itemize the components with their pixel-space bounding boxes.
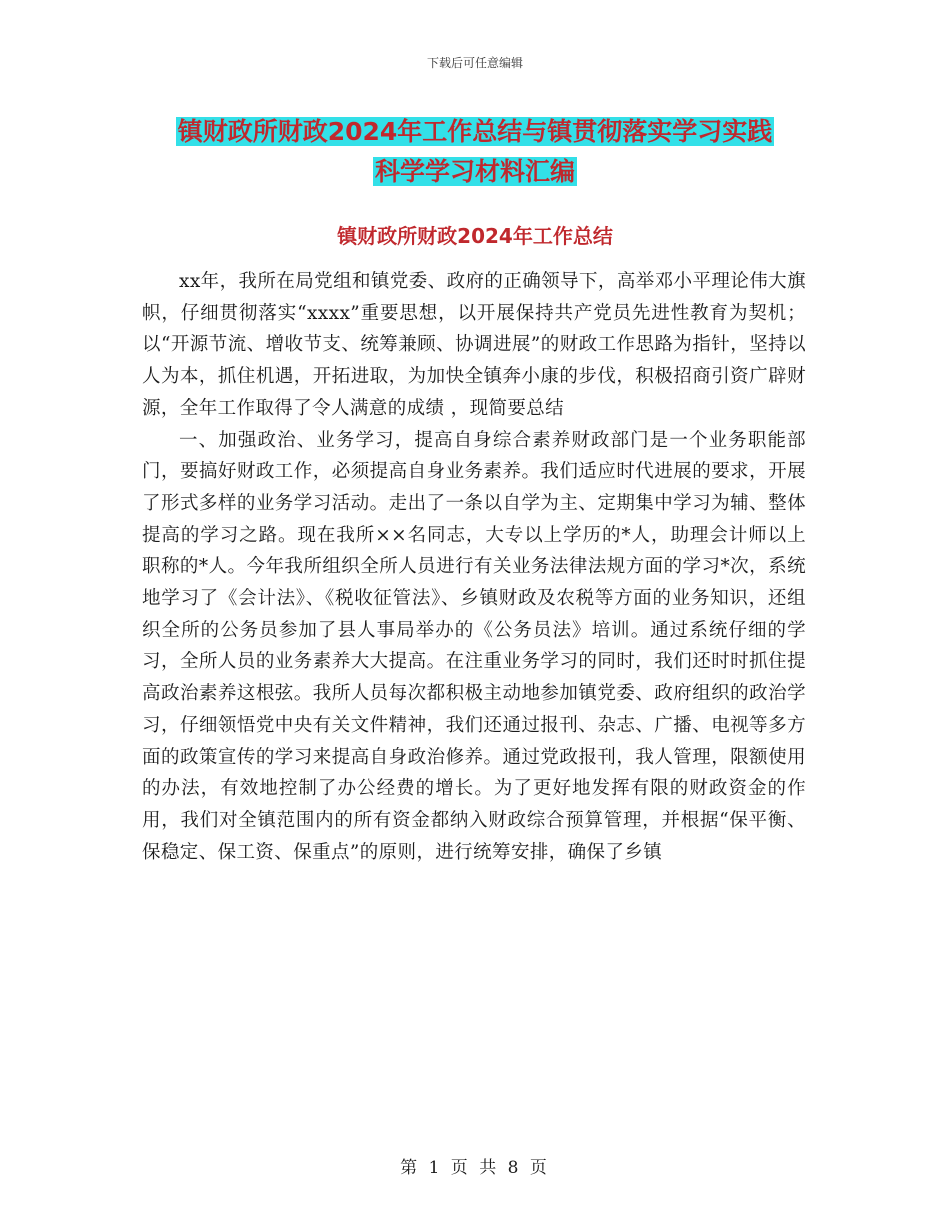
section-title: 镇财政所财政2024年工作总结 <box>337 224 613 248</box>
page-footer: 第 1 页 共 8 页 <box>400 1158 550 1178</box>
header-note: 下载后可任意编辑 <box>426 56 523 70</box>
document-title <box>0 112 950 192</box>
document-title-line-2: 科学学习材料汇编 <box>374 157 575 186</box>
paragraph: 一、加强政治、业务学习，提高自身综合素养财政部门是一个业务职能部门，要搞好财政工作，必须提高自身业务素养。我们适应时代进展的要求，开展了形式多样的业务学习活动。走出了一条以自学为主、定期集中学习为辅、整体提高的学习之路。现在我所××名同志，大专以上学历的*人，助理会计师以上职称的*人。今年我所组织全所人员进行有关业务法律法规方面的学习*次，系统地学习了《会计法》、《税收征管法》、乡镇财政及农税等方面的业务知识，还组织全所的公务员参加了县人事局举办的《公务员法》培训。通过系统仔细的学习，全所人员的业务素养大大提高。在注重业务学习的同时，我们还时时抓住提高政治素养这根弦。我所人员每次都积极主动地参加镇党委、政府组织的政治学习，仔细领悟党中央有关文件精神，我们还通过报刊、杂志、广播、电视等多方面的政策宣传的学习来提高自身政治修养。通过党政报刊，我人管理，限额使用的办法，有效地控制了办公经费的增长。为了更好地发挥有限的财政资金的作用，我们对全镇范围内的所有资金都纳入财政综合预算管理，并根据“保平衡、保稳定、保工资、保重点”的原则，进行统筹安排，确保了乡镇 <box>142 429 806 863</box>
document-title-line-1: 镇财政所财政2024年工作总结与镇贯彻落实学习实践 <box>177 117 773 146</box>
body-text <box>142 266 806 868</box>
paragraph: xx年，我所在局党组和镇党委、政府的正确领导下，高举邓小平理论伟大旗帜，仔细贯彻落实“xxxx”重要思想，以开展保持共产党员先进性教育为契机；以“开源节流、增收节支、统筹兼顾、协调进展”的财政工作思路为指针，坚持以人为本，抓住机遇，开拓进取，为加快全镇奔小康的步伐，积极招商引资广辟财源，全年工作取得了令人满意的成绩 ，现简要总结 <box>142 271 806 419</box>
